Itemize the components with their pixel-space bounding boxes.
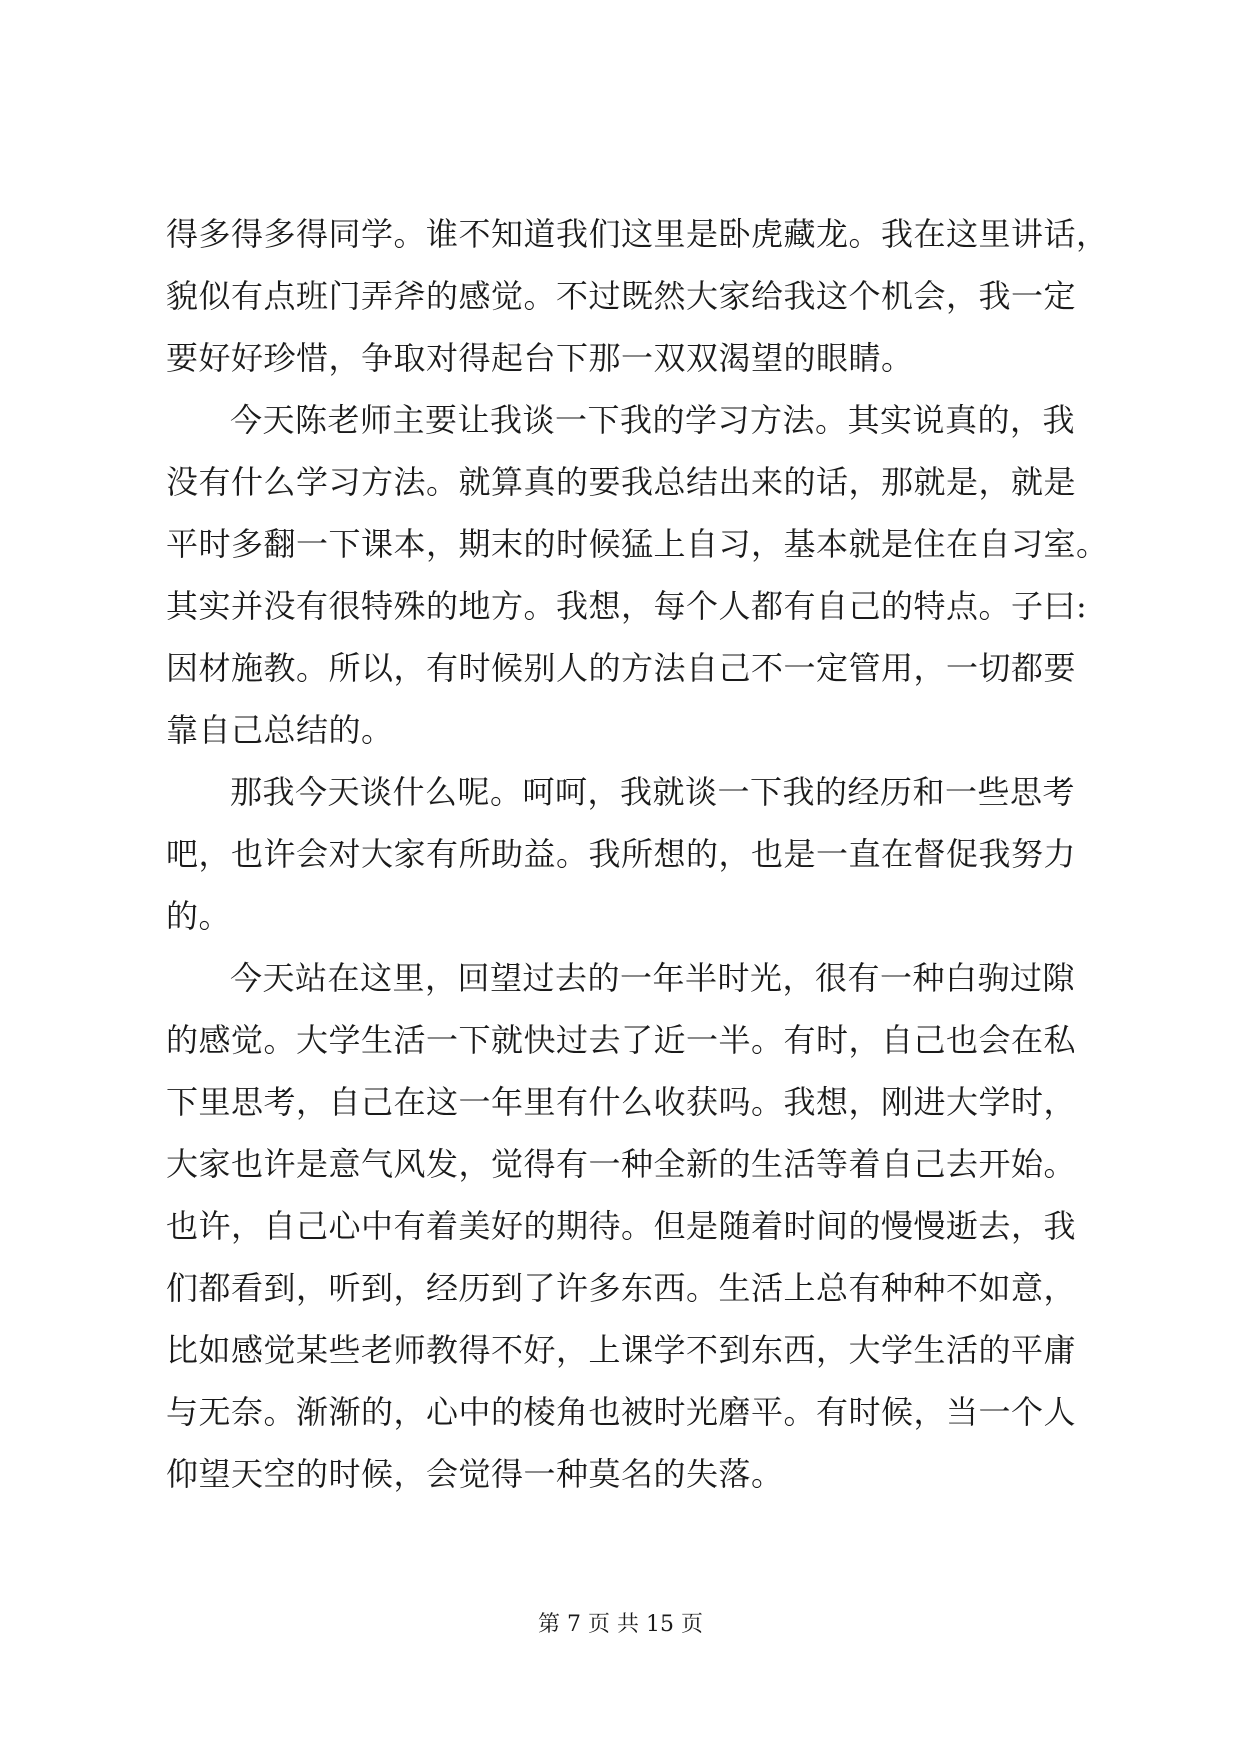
text-line: 下里思考，自己在这一年里有什么收获吗。我想，刚进大学时， bbox=[166, 1083, 1077, 1121]
text-line: 得多得多得同学。谁不知道我们这里是卧虎藏龙。我在这里讲话， bbox=[166, 215, 1109, 253]
text-line: 们都看到，听到，经历到了许多东西。生活上总有种种不如意， bbox=[166, 1269, 1077, 1307]
body-text bbox=[166, 203, 1109, 1505]
text-line: 仰望天空的时候，会觉得一种莫名的失落。 bbox=[166, 1455, 784, 1493]
text-line: 因材施教。所以，有时候别人的方法自己不一定管用，一切都要 bbox=[166, 649, 1077, 687]
text-line: 的感觉。大学生活一下就快过去了近一半。有时，自己也会在私 bbox=[166, 1021, 1077, 1059]
text-line: 的。 bbox=[166, 897, 232, 935]
text-line: 与无奈。渐渐的，心中的棱角也被时光磨平。有时候，当一个人 bbox=[166, 1393, 1077, 1431]
paragraph-first-line: 那我今天谈什么呢。呵呵，我就谈一下我的经历和一些思考 bbox=[230, 773, 1076, 811]
paragraph-first-line: 今天陈老师主要让我谈一下我的学习方法。其实说真的，我 bbox=[230, 401, 1076, 439]
text-line: 貌似有点班门弄斧的感觉。不过既然大家给我这个机会，我一定 bbox=[166, 277, 1077, 315]
text-line: 大家也许是意气风发，觉得有一种全新的生活等着自己去开始。 bbox=[166, 1145, 1077, 1183]
text-line: 没有什么学习方法。就算真的要我总结出来的话，那就是，就是 bbox=[166, 463, 1077, 501]
text-line: 靠自己总结的。 bbox=[166, 711, 394, 749]
text-line: 要好好珍惜，争取对得起台下那一双双渴望的眼睛。 bbox=[166, 339, 914, 377]
text-line: 也许，自己心中有着美好的期待。但是随着时间的慢慢逝去，我 bbox=[166, 1207, 1077, 1245]
paragraph-first-line: 今天站在这里，回望过去的一年半时光，很有一种白驹过隙 bbox=[230, 959, 1076, 997]
text-line: 比如感觉某些老师教得不好，上课学不到东西，大学生活的平庸 bbox=[166, 1331, 1077, 1369]
text-line: 平时多翻一下课本，期末的时候猛上自习，基本就是住在自习室。 bbox=[166, 525, 1109, 563]
page-footer: 第 7 页 共 15 页 bbox=[538, 1612, 703, 1637]
text-line: 吧，也许会对大家有所助益。我所想的，也是一直在督促我努力 bbox=[166, 835, 1077, 873]
text-line: 其实并没有很特殊的地方。我想，每个人都有自己的特点。子曰: bbox=[166, 587, 1088, 625]
